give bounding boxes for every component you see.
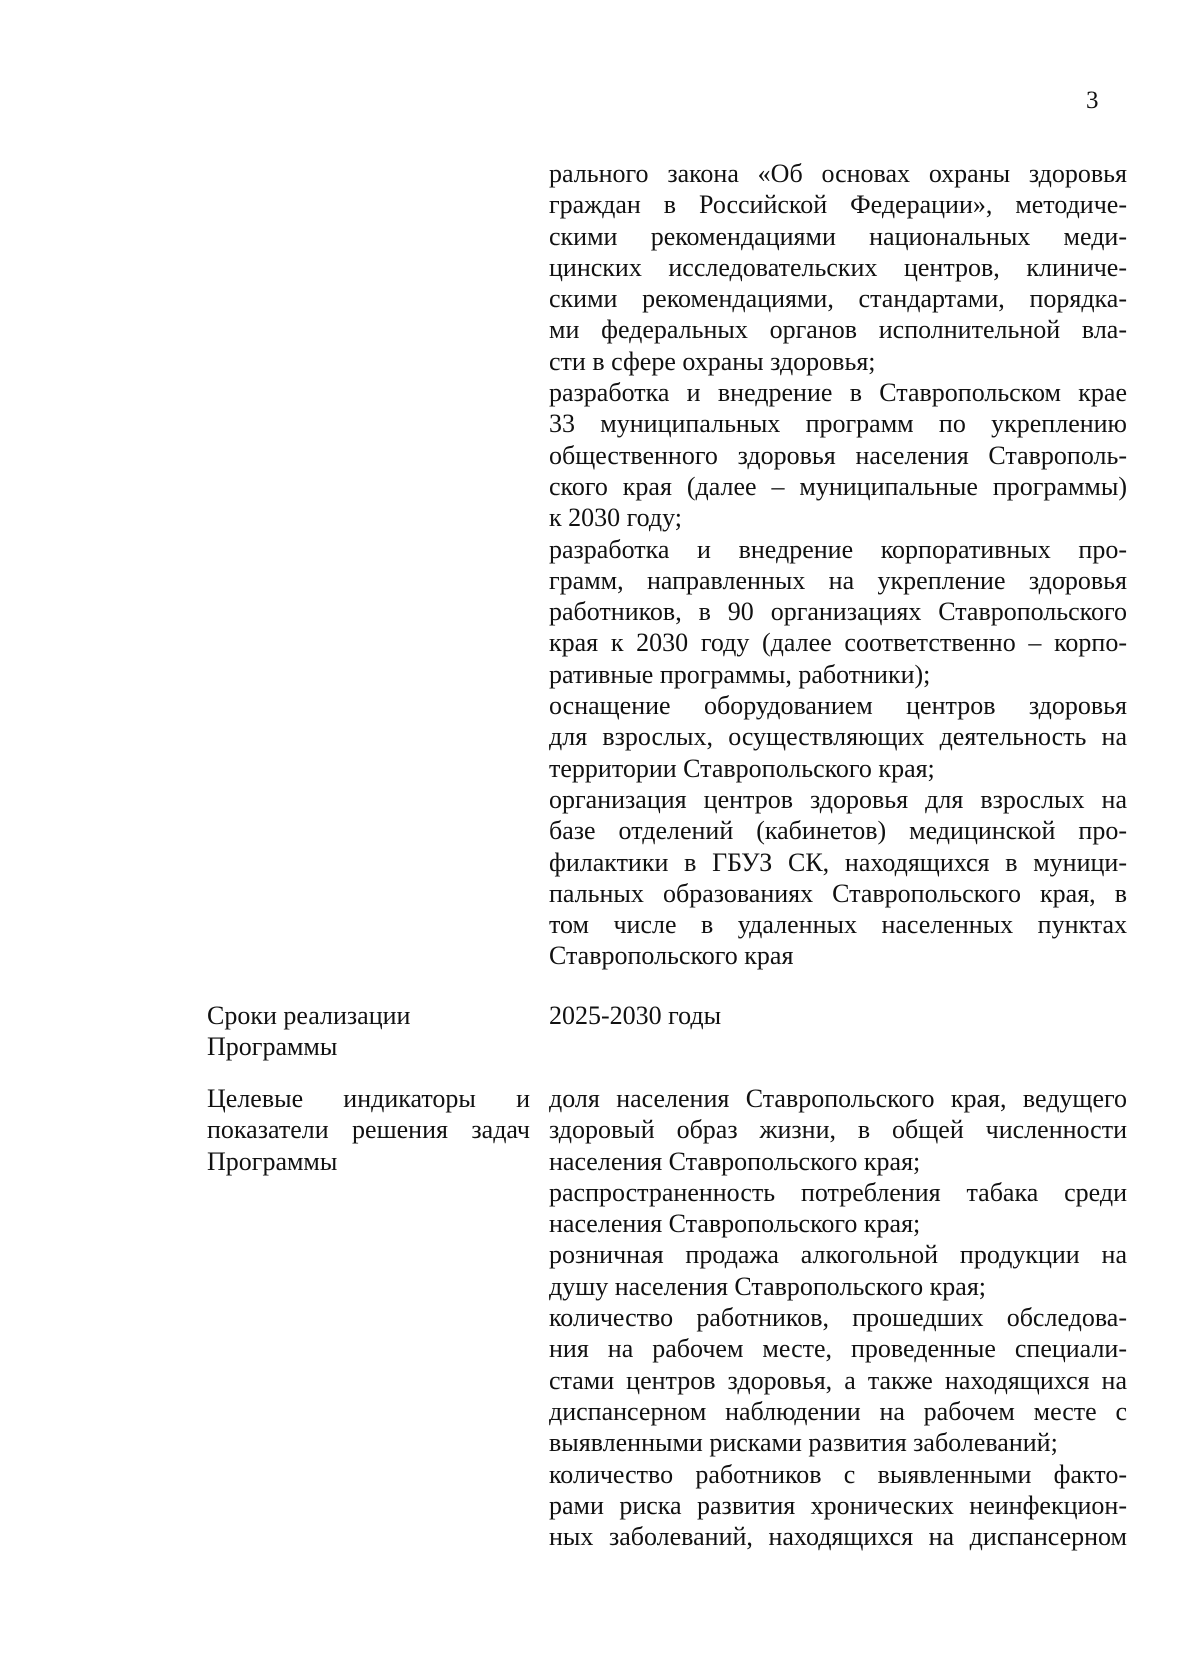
text-line: 33 муниципальных программ по укреплению <box>549 409 1127 439</box>
text-line: душу населения Ставропольского края; <box>549 1271 987 1301</box>
tasks-continued-text <box>549 158 1127 972</box>
text-line: скими рекомендациями, стандартами, порядка- <box>549 284 1127 314</box>
text-line: общественного здоровья населения Ставрополь- <box>549 440 1127 470</box>
text-line: скими рекомендациями национальных меди- <box>549 221 1127 251</box>
text-line: Целевые индикаторы и <box>207 1084 530 1113</box>
text-line: рами риска развития хронических неинфекцион- <box>549 1490 1127 1520</box>
text-line: филактики в ГБУЗ СК, находящихся в муници- <box>549 847 1127 877</box>
text-line: оснащение оборудованием центров здоровья <box>549 691 1127 721</box>
page-number: 3 <box>1086 87 1099 114</box>
text-line: разработка и внедрение в Ставропольском крае <box>549 378 1127 408</box>
text-line: распространенность потребления табака среди <box>549 1177 1127 1207</box>
terms-label <box>207 1000 530 1063</box>
text-line: Ставропольского края <box>549 941 794 971</box>
text-line: рального закона «Об основах охраны здоровья <box>549 159 1127 188</box>
text-line: стами центров здоровья, а также находящихся на <box>549 1365 1127 1395</box>
text-line: ных заболеваний, находящихся на диспансерном <box>549 1522 1127 1552</box>
text-line: грамм, направленных на укрепление здоровья <box>549 565 1127 595</box>
text-line: диспансерном наблюдении на рабочем месте с <box>549 1396 1127 1426</box>
text-line: населения Ставропольского края; <box>549 1209 921 1239</box>
text-line: количество работников, прошедших обследова- <box>549 1303 1127 1333</box>
text-line: организация центров здоровья для взрослых на <box>549 784 1127 814</box>
text-line: для взрослых, осуществляющих деятельность на <box>549 722 1127 752</box>
text-line: сти в сфере охраны здоровья; <box>549 346 876 376</box>
text-line: базе отделений (кабинетов) медицинской про- <box>549 816 1127 846</box>
text-line: ского края (далее – муниципальные программы) <box>549 471 1127 501</box>
text-line: Сроки реализации <box>207 1001 411 1030</box>
text-line: здоровый образ жизни, в общей численности <box>549 1115 1127 1145</box>
text-line: пальных образованиях Ставропольского края, в <box>549 878 1127 908</box>
text-line: ния на рабочем месте, проведенные специали- <box>549 1334 1127 1364</box>
text-line: работников, в 90 организациях Ставропольского <box>549 597 1127 627</box>
text-line: ми федеральных органов исполнительной вла- <box>549 315 1127 345</box>
text-line: количество работников с выявленными факто- <box>549 1459 1127 1489</box>
text-line: края к 2030 году (далее соответственно – корпо- <box>549 628 1127 658</box>
indicators-text <box>549 1083 1127 1552</box>
terms-value: 2025-2030 годы <box>549 1001 722 1030</box>
text-line: том числе в удаленных населенных пунктах <box>549 910 1127 940</box>
text-line: розничная продажа алкогольной продукции на <box>549 1240 1127 1270</box>
text-line: Программы <box>207 1146 338 1176</box>
text-line: ративные программы, работники); <box>549 659 931 689</box>
text-line: к 2030 году; <box>549 503 683 533</box>
text-line: выявленными рисками развития заболеваний; <box>549 1428 1058 1458</box>
text-line: населения Ставропольского края; <box>549 1146 921 1176</box>
terms-value-block <box>549 1000 1127 1031</box>
text-line: разработка и внедрение корпоративных про- <box>549 534 1127 564</box>
text-line: граждан в Российской Федерации», методиче- <box>549 190 1127 220</box>
text-line: доля населения Ставропольского края, ведущего <box>549 1084 1127 1113</box>
text-line: показатели решения задач <box>207 1115 530 1145</box>
text-line: территории Ставропольского края; <box>549 753 935 783</box>
text-line: Программы <box>207 1032 338 1062</box>
text-line: цинских исследовательских центров, клиниче- <box>549 252 1127 282</box>
indicators-label <box>207 1083 530 1177</box>
